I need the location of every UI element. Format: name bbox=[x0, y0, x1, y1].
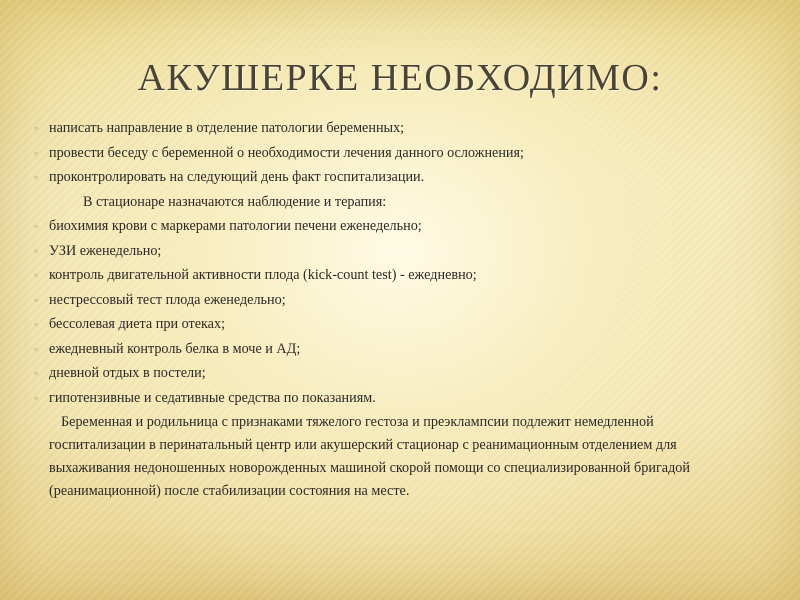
list-item bbox=[34, 361, 734, 386]
list-item bbox=[34, 165, 734, 190]
list-item bbox=[34, 312, 734, 337]
bullet-icon: ◦ bbox=[34, 268, 39, 282]
list-item bbox=[34, 288, 734, 313]
list-item-text: бессолевая диета при отеках; bbox=[49, 316, 226, 332]
bullet-icon: ◦ bbox=[34, 317, 39, 331]
list-item bbox=[34, 337, 734, 362]
list-item bbox=[34, 141, 734, 166]
list-item bbox=[34, 239, 734, 264]
bullet-icon: ◦ bbox=[34, 145, 39, 160]
bullet-icon: ◦ bbox=[34, 121, 39, 135]
therapy-subheading: В стационаре назначаются наблюдение и терапия: bbox=[83, 193, 387, 210]
list-item bbox=[34, 386, 734, 411]
list-item bbox=[34, 116, 734, 141]
bullet-icon: ◦ bbox=[34, 390, 39, 405]
slide-title: АКУШЕРКЕ НЕОБХОДИМО: bbox=[137, 57, 663, 99]
list-item bbox=[34, 214, 734, 239]
slide-content bbox=[34, 116, 734, 503]
list-item-text: контроль двигательной активности плода (kick-count test) - ежедневно; bbox=[49, 267, 477, 283]
list-item-text: гипотензивные и седативные средства по показаниям. bbox=[49, 389, 376, 406]
bullet-icon: ◦ bbox=[34, 219, 39, 233]
list-item-text: ежедневный контроль белка в моче и АД; bbox=[49, 340, 301, 357]
list-item-text: биохимия крови с маркерами патологии печени еженедельно; bbox=[49, 218, 422, 234]
bullet-icon: ◦ bbox=[34, 341, 39, 356]
list-item bbox=[34, 263, 734, 288]
closing-paragraph bbox=[34, 411, 739, 503]
list-item-text: написать направление в отделение патологии беременных; bbox=[49, 120, 405, 136]
list-item-text: нестрессовый тест плода еженедельно; bbox=[49, 291, 286, 308]
list-item-text: дневной отдых в постели; bbox=[49, 365, 206, 381]
bullet-icon: ◦ bbox=[34, 292, 39, 307]
list-item-text: провести беседу с беременной о необходимости лечения данного осложнения; bbox=[49, 144, 524, 161]
bullet-icon: ◦ bbox=[34, 366, 39, 380]
bullet-icon: ◦ bbox=[34, 170, 39, 184]
bullet-icon: ◦ bbox=[34, 243, 39, 258]
list-item-text: проконтролировать на следующий день факт госпитализации. bbox=[49, 169, 425, 185]
list-item-text: УЗИ еженедельно; bbox=[49, 242, 162, 259]
closing-paragraph-text: Беременная и родильница с признаками тяжелого гестоза и преэклампсии подлежит немедленной госпитализации в перинатальный центр или акушерский стационар с реанимационным отделением для выхаживания недоношенных новорожденных машиной скорой помощи со специализированной бригадой (реанимационной) после стабилизации состояния на месте. bbox=[49, 414, 690, 499]
